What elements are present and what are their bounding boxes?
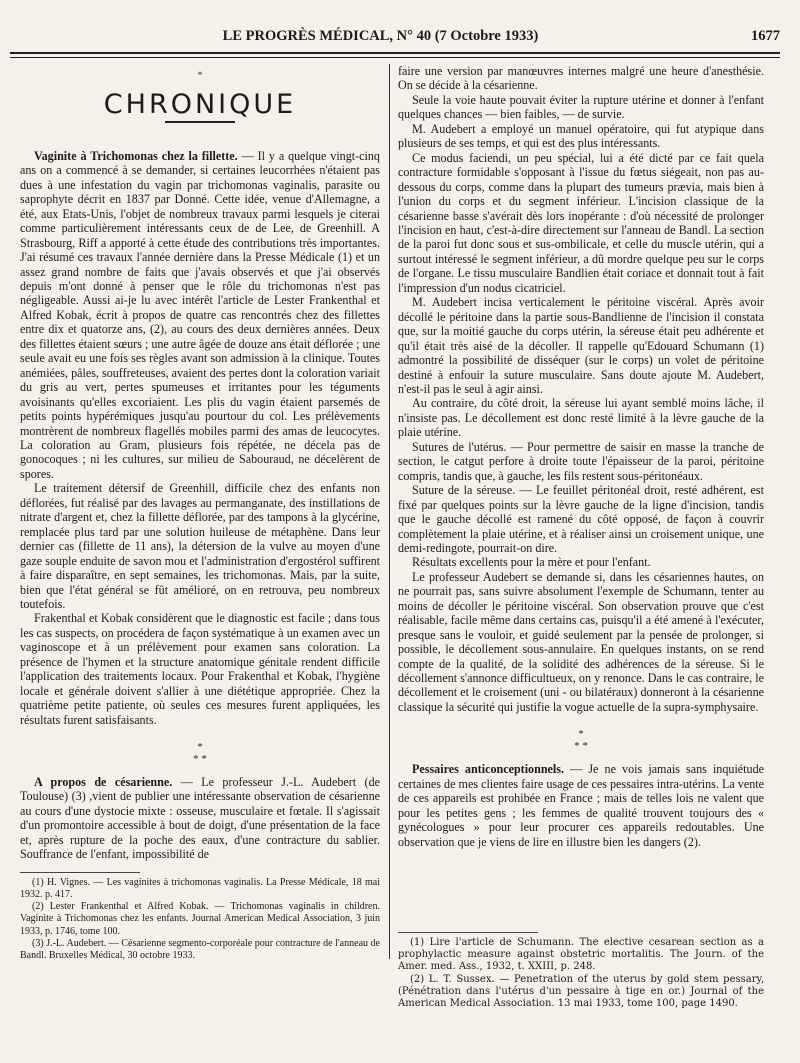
article-paragraph xyxy=(20,149,380,481)
footnote: (2) L. T. Sussex. — Penetration of the uterus by gold stem pessary, (Pénétration dans l'utérus d'un pessaire à tige en or.) Journal of the American Medical Association. 13 mai 1933, tome 100, page 1490. xyxy=(398,973,764,1010)
footnote: (3) J.-L. Audebert. — Césarienne segmento-corporéale pour contracture de l'anneau de Bandl. Bruxelles Médical, 30 octobre 1933. xyxy=(20,937,380,961)
article-text: — Il y a quelque vingt-cinq ans on a commencé à se demander, si certaines leucorrhées n'étaient pas dues à une infestation du vagin par trichomonas vaginalis, parasite ou saprophyte décrit en 1837 par Donné. Cette idée, venue d'Allemagne, a été, aux Etats-Unis, l'objet de nombreux travaux parmi lesquels je citerai comme particulièrement intéressants ceux de de Lee, de Greenhill. A Strasbourg, Riff a apporté à cette étude des contributions très importantes. J'ai résumé ces travaux l'année dernière dans la Presse Médicale (1) et un assez grand nombre de faits que j'avais observés et que j'ai observés depuis m'ont donné à penser que le rôle du trichomonas n'est pas négligeable. Aussi ai-je lu avec intérêt l'article de Lester Frankenthal et Alfred Kobak, écrit à propos de quatre cas rencontrés chez des fillettes entre dix et quatorze ans, (2), au cours des deux dernières années. Deux des fillettes étaient sœurs ; une autre âgée de douze ans était déflorée ; une seule avait eu une fois ses règles avant son admission à la clinique. Toutes anémiées, pâles, souffreteuses, avaient des pertes dont la coloration variait du gris au vert, pertes spumeuses et irritantes pour les téguments avoisinants qu'elles excoriaient. Les plis du vagin étaient parsemés de petits points hypérémiques jusqu'au pourtour du col. Les prélèvements montrèrent de nombreux flagellés mobiles parmi des amas de leucocytes. La coloration au Gram, plusieurs fois répétée, ne décela pas de gonocoques ; ni les cultures, sur milieu de Sabouraud, ne décelèrent de spores. xyxy=(20,148,380,481)
section-title: CHRONIQUE xyxy=(103,89,297,121)
footnote: (1) H. Vignes. — Les vaginites à trichomonas vaginalis. La Presse Médicale, 18 mai 1932. p. 417. xyxy=(20,876,380,900)
article-heading: Pessaires anticonceptionnels. xyxy=(412,762,565,777)
article-paragraph: Résultats excellents pour la mère et pour l'enfant. xyxy=(412,555,651,570)
header-rule-thick xyxy=(10,52,780,54)
article-paragraph: Le professeur Audebert se demande si, dans les césariennes hautes, on ne pourrait pas, sans suivre absolument l'exemple de Schumann, tenter au moins de décoller le péritoine viscéral. Son observation prouve que c'est réalisable, facile même dans certains cas, puisqu'il a été amené à l'exécuter, presque sans le vouloir, et guidé seulement par la pensée de prolonger, si possible, le décollement sous-annulaire. En quelques instants, on se rend compte de la qualité, de la solidité des adhérences de la séreuse. Si le décollement s'annonce difficultueux, on y renonce. Dans le cas contraire, le décollement et le croisement (uni - ou bilatéraux) donneront à la césarienne classique la sécurité qui justifie la vogue actuelle de la supra-symphysaire. xyxy=(398,569,764,714)
left-column xyxy=(20,64,380,962)
article-paragraph xyxy=(398,762,764,849)
section-separator: * * * xyxy=(574,728,588,753)
section-separator: * * * xyxy=(193,741,207,766)
article-paragraph: Seule la voie haute pouvait éviter la rupture utérine et donner à l'enfant quelques chances — bien faibles, — de survie. xyxy=(398,92,764,122)
article-paragraph: Le traitement détersif de Greenhill, difficile chez des enfants non déflorées, fut réalisé par des lavages au permanganate, des instillations de nitrate d'argent et, chez la fillette déflorée, par des tampons à la glycérine, remplacée plus tard par une solution huileuse de métaphène. Dans leur dernier cas (fillette de 11 ans), la détersion de la vulve au moyen d'une gaze souple enduite de savon mou et l'administration d'ergostérol suffirent à faire disparaître, en sept semaines, les trichomonas. Mais, par la suite, bien que l'état général se fût amélioré, on en retrouva, peu nombreux toutefois. xyxy=(20,481,380,611)
column-divider xyxy=(389,64,390,959)
article-heading: A propos de césarienne. xyxy=(34,775,173,790)
journal-title: LE PROGRÈS MÉDICAL, N° 40 (7 Octobre 1933) xyxy=(222,28,539,44)
article-paragraph: M. Audebert incisa verticalement le péritoine viscéral. Après avoir décollé le péritoine dans la partie sous-Bandlienne de l'incision il constata que, sur la moitié gauche du corps utérin, la séreuse était peu adhérente et qu'il était très aisé de la décoller. Il rappelle qu'Edouard Schumann (1) admontré la possibilité de disséquer (sur le corps) un volet de péritoine destiné à enfouir la suture musculaire. Sans doute ajoute M. Audebert, n'est-il pas le seul à agir ainsi. xyxy=(398,295,764,396)
article-paragraph: Au contraire, du côté droit, la séreuse lui ayant semblé moins lâche, il n'insiste pas. Le décollement est donc resté limité à la lèvre gauche de la plaie utérine. xyxy=(398,396,764,440)
section-title-rule xyxy=(165,121,235,123)
article-paragraph: Ce modus faciendi, un peu spécial, lui a été dicté par ce fait quela contracture formidable s'opposant à l'issue du fœtus siégeait, non pas au-dessous du corps, comme dans la plupart des tumeurs prævia, mais bien à l'union du corps et du segment inférieur. L'incision classique de la césarienne basse s'avérait dès lors inopérante : d'où nécessité de prolonger l'incision en haut, c'est-à-dire directement sur l'anneau de Bandl. La section de la paroi fut donc sous et sus-ombilicale, et celle du muscle utérin, qui a surtout intéressé le segment inférieur, a dû mordre quelque peu sur le corps de l'organe. Le tissu musculaire Bandlien était coriace et donnait tout à fait l'impression d'un nodus cicatriciel. xyxy=(398,150,764,295)
article-heading: Vaginite à Trichomonas chez la fillette. xyxy=(34,148,238,163)
page-number: 1677 xyxy=(751,28,780,44)
running-header xyxy=(10,28,780,45)
right-footnotes xyxy=(398,922,764,1010)
right-column xyxy=(398,64,764,849)
article-paragraph: Frakenthal et Kobak considèrent que le diagnostic est facile ; dans tous les cas suspects, on procédera de façon systématique à un examen avec un vaginoscope et à un prélèvement pour examen sans coloration. La présence de l'hymen et la structure anatomique génitale rendent difficile l'application des traitements locaux. Pour Frakenthal et Kobak, l'hygiène locale et générale doivent s'allier à une diététique appropriée. Chez la quatrième petite patiente, où seules ces mesures furent appliquées, les résultats furent satisfaisants. xyxy=(20,611,380,727)
article-paragraph: Sutures de l'utérus. — Pour permettre de saisir en masse la tranche de section, le catgut perfore à droite toute l'épaisseur de la paroi, péritoine compris, tandis que, à gauche, les fils restent sous-péritonéaux. xyxy=(398,439,764,483)
footnote-rule xyxy=(398,932,538,933)
article-text: — Je ne vois jamais sans inquiétude certaines de mes clientes faire usage de ces pessaires intra-utérins. La vente de ces appareils est prohibée en France ; mais de telles lois ne valent que pour les petites gens ; les femmes de qualité trouvent toujours des « gynécologues » pour leur procurer ces appareils redoutables. Une observation que je viens de lire en illustre bien les dangers (2). xyxy=(398,762,764,849)
article-text: — Le professeur J.-L. Audebert (de Toulouse) (3) ,vient de publier une intéressante observation de césarienne au cours d'une dystocie mixte : osseuse, musculaire et fœtale. Il s'agissait d'un promontoire accessible à bout de doigt, d'une présentation de la face et, après rupture de la poche des eaux, d'une contracture du sablier. Souffrance de l'enfant, impossibilité de xyxy=(20,775,380,862)
footnote-rule xyxy=(20,872,140,873)
article-paragraph: faire une version par manœuvres internes malgré une heure d'anesthésie. On se décide à la césarienne. xyxy=(398,64,764,93)
footnote: (1) Lire l'article de Schumann. The elective cesarean section as a prophylactic measure against obstetric mortalitis. The Journ. of the Amer. med. Ass., 1932, t. XXIII, p. 248. xyxy=(398,937,764,973)
section-ornament: * xyxy=(197,70,203,80)
header-rule-thin xyxy=(10,57,780,58)
article-paragraph xyxy=(20,775,380,862)
footnote: (2) Lester Frankenthal et Alfred Kobak. — Trichomonas vaginalis in children. Vaginite à Trichomonas chez les enfants. Journal American Medical Association, 3 juin 1933, p. 1746, tome 100. xyxy=(20,901,380,937)
article-paragraph: M. Audebert a employé un manuel opératoire, qui fut atypique dans plusieurs de ses temps, et qui est des plus intéressants. xyxy=(398,121,764,151)
article-paragraph: Suture de la séreuse. — Le feuillet péritonéal droit, resté adhérent, est fixé par quelques points sur la lèvre gauche de la ligne d'incision, tandis que le gauche décollé est ramené du côté opposé, de façon à couvrir complètement la plaie utérine, et à réaliser ainsi un croisement unique, une demi-redingote, pourrait-on dire. xyxy=(398,483,764,555)
